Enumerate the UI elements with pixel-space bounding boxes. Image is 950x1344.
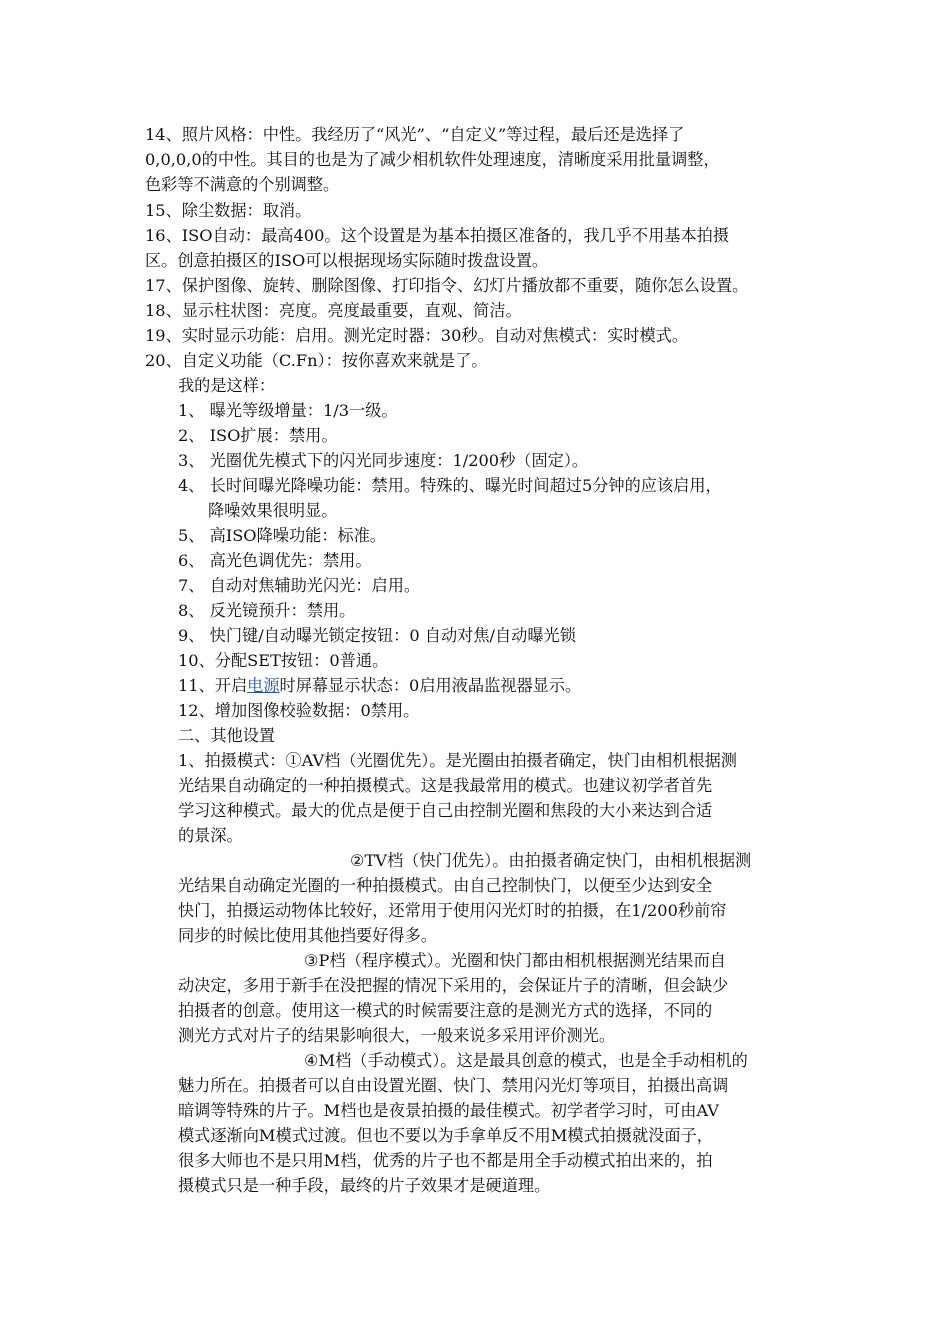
text-line: 的景深。 (178, 826, 243, 845)
text-line: 8、 反光镜预升：禁用。 (178, 601, 356, 620)
text-line: 19、实时显示功能：启用。测光定时器：30秒。自动对焦模式：实时模式。 (145, 326, 689, 345)
text-line: 6、 高光色调优先：禁用。 (178, 551, 372, 570)
text-span: 11、开启 (178, 676, 248, 695)
text-line: 测光方式对片子的结果影响很大，一般来说多采用评价测光。 (178, 1026, 616, 1045)
text-line: 暗调等特殊的片子。M档也是夜景拍摄的最佳模式。初学者学习时，可由AV (178, 1101, 719, 1120)
section-heading: 二、其他设置 (178, 726, 276, 745)
text-line: 9、 快门键/自动曝光锁定按钮：0 自动对焦/自动曝光锁 (178, 626, 576, 645)
text-line: 7、 自动对焦辅助光闪光：启用。 (178, 576, 421, 595)
text-line: 很多大师也不是只用M档，优秀的片子也不都是用全手动模式拍出来的，拍 (178, 1151, 713, 1170)
text-line: 14、照片风格：中性。我经历了“风光”、“自定义”等过程，最后还是选择了 (145, 125, 685, 144)
text-line: ②TV档（快门优先）。由拍摄者确定快门，由相机根据测 (350, 851, 752, 870)
text-line: 0,0,0,0的中性。其目的也是为了减少相机软件处理速度，清晰度采用批量调整， (145, 150, 720, 169)
text-line: 区。创意拍摄区的ISO可以根据现场实际随时拨盘设置。 (145, 251, 549, 270)
text-line: 12、增加图像校验数据：0禁用。 (178, 701, 420, 720)
power-link[interactable]: 电源 (247, 676, 280, 695)
text-line: 快门，拍摄运动物体比较好，还常用于使用闪光灯时的拍摄，在1/200秒前帘 (178, 901, 727, 920)
text-line: 光结果自动确定光圈的一种拍摄模式。由自己控制快门，以便至少达到安全 (178, 876, 713, 895)
text-line: 16、ISO自动：最高400。这个设置是为基本拍摄区准备的，我几乎不用基本拍摄 (145, 226, 730, 245)
text-line: 1、 曝光等级增量：1/3一级。 (178, 401, 398, 420)
text-line: 3、 光圈优先模式下的闪光同步速度：1/200秒（固定）。 (178, 451, 589, 470)
text-line: 同步的时候比使用其他挡要好得多。 (178, 926, 437, 945)
text-line: 光结果自动确定的一种拍摄模式。这是我最常用的模式。也建议初学者首先 (178, 776, 713, 795)
text-span: 时屏幕显示状态：0启用液晶监视器显示。 (279, 676, 582, 695)
text-line: ③P档（程序模式）。光圈和快门都由相机根据测光结果而自 (304, 951, 726, 970)
text-line: 4、 长时间曝光降噪功能：禁用。特殊的、曝光时间超过5分钟的应该启用， (178, 476, 722, 495)
text-line: 魅力所在。拍摄者可以自由设置光圈、快门、禁用闪光灯等项目，拍摄出高调 (178, 1076, 729, 1095)
text-line: 摄模式只是一种手段，最终的片子效果才是硬道理。 (178, 1176, 551, 1195)
text-line: 动决定，多用于新手在没把握的情况下采用的，会保证片子的清晰，但会缺少 (178, 976, 729, 995)
text-line: 18、显示柱状图：亮度。亮度最重要，直观、简洁。 (145, 301, 522, 320)
text-line: 模式逐渐向M模式过渡。但也不要以为手拿单反不用M模式拍摄就没面子， (178, 1126, 713, 1145)
text-line: 20、自定义功能（C.Fn）：按你喜欢来就是了。 (145, 351, 488, 370)
text-line: 17、保护图像、旋转、删除图像、打印指令、幻灯片播放都不重要，随你怎么设置。 (145, 276, 749, 295)
text-line: 我的是这样： (178, 376, 276, 395)
text-line: 拍摄者的创意。使用这一模式的时候需要注意的是测光方式的选择，不同的 (178, 1001, 713, 1020)
text-line: 15、除尘数据：取消。 (145, 201, 312, 220)
text-line: ④M档（手动模式）。这是最具创意的模式，也是全手动相机的 (304, 1051, 748, 1070)
text-line: 1、拍摄模式：①AV档（光圈优先）。是光圈由拍摄者确定，快门由相机根据测 (178, 751, 737, 770)
text-line: 5、 高ISO降噪功能：标准。 (178, 526, 387, 545)
text-line: 色彩等不满意的个别调整。 (145, 175, 340, 194)
text-line (178, 674, 581, 698)
text-line: 降噪效果很明显。 (208, 501, 338, 520)
text-line: 2、 ISO扩展：禁用。 (178, 426, 338, 445)
text-line: 10、分配SET按钮：0普通。 (178, 651, 389, 670)
text-line: 学习这种模式。最大的优点是便于自己由控制光圈和焦段的大小来达到合适 (178, 801, 713, 820)
